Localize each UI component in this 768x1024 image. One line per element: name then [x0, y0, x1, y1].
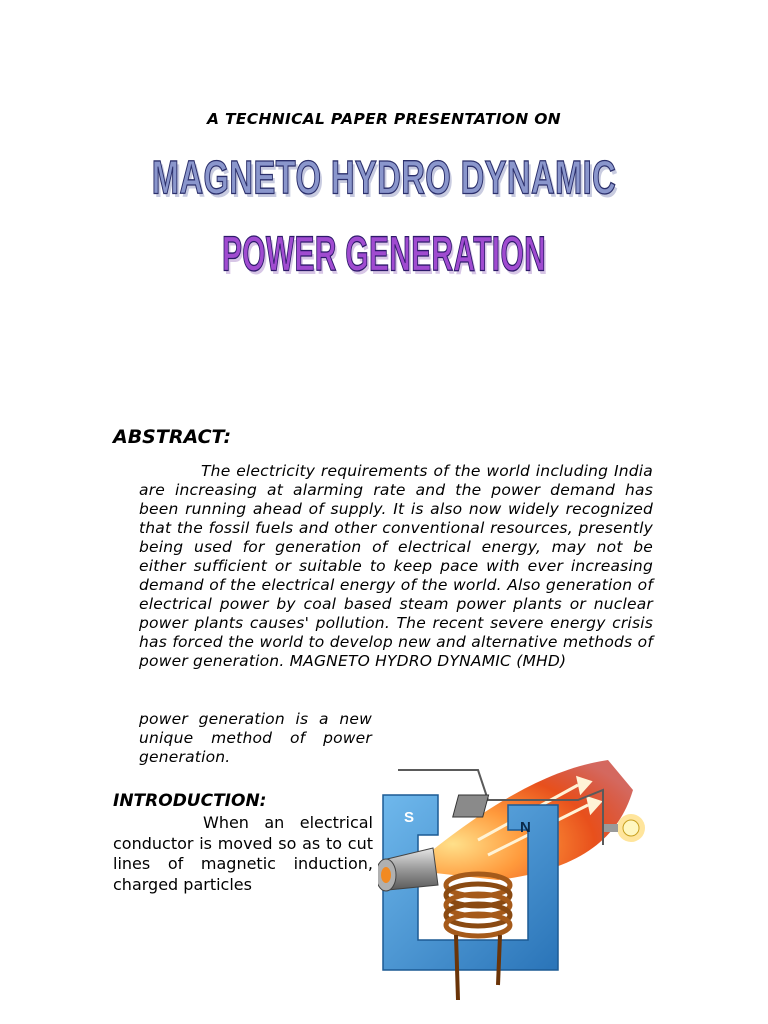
introduction-heading: INTRODUCTION: — [113, 791, 267, 811]
abstract-paragraph — [139, 462, 653, 671]
mhd-generator-illustration — [378, 760, 668, 1005]
south-pole-label: S — [404, 809, 415, 826]
presentation-subtitle: A TECHNICAL PAPER PRESENTATION ON — [207, 110, 561, 128]
title-line-1: MAGNETO HYDRO DYNAMIC — [151, 151, 617, 204]
north-pole-label: N — [520, 819, 531, 836]
mhd-generator-diagram — [378, 760, 668, 1005]
electrode-plate — [453, 795, 489, 817]
abstract-text: The electricity requirements of the world including India are increasing at alarming rate and the power demand has been running ahead of supply. It is also now widely recognized that the fossil fuels and other conventional resources, presently being used for generation of electrical energy, may not be either sufficient or suitable to keep pace with ever increasing demand of the electrical energy of the world. Also generation of electrical power by coal based steam power plants or nuclear power plants causes' pollution. The recent severe energy crisis has forced the world to develop new and alternative methods of power generation. MAGNETO HYDRO DYNAMIC (MHD) — [139, 462, 653, 670]
abstract-paragraph-tail: power generation is a new unique method of power generation. — [139, 710, 372, 766]
abstract-heading: ABSTRACT: — [113, 426, 232, 448]
coil-lead-right — [498, 935, 500, 985]
title-line-2: POWER GENERATION — [221, 227, 547, 282]
induction-coil — [446, 874, 510, 936]
introduction-text: When an electrical conductor is moved so as to cut lines of magnetic induction, charged particles — [113, 813, 373, 894]
coil-lead-left — [456, 935, 458, 1000]
introduction-paragraph — [113, 813, 373, 895]
